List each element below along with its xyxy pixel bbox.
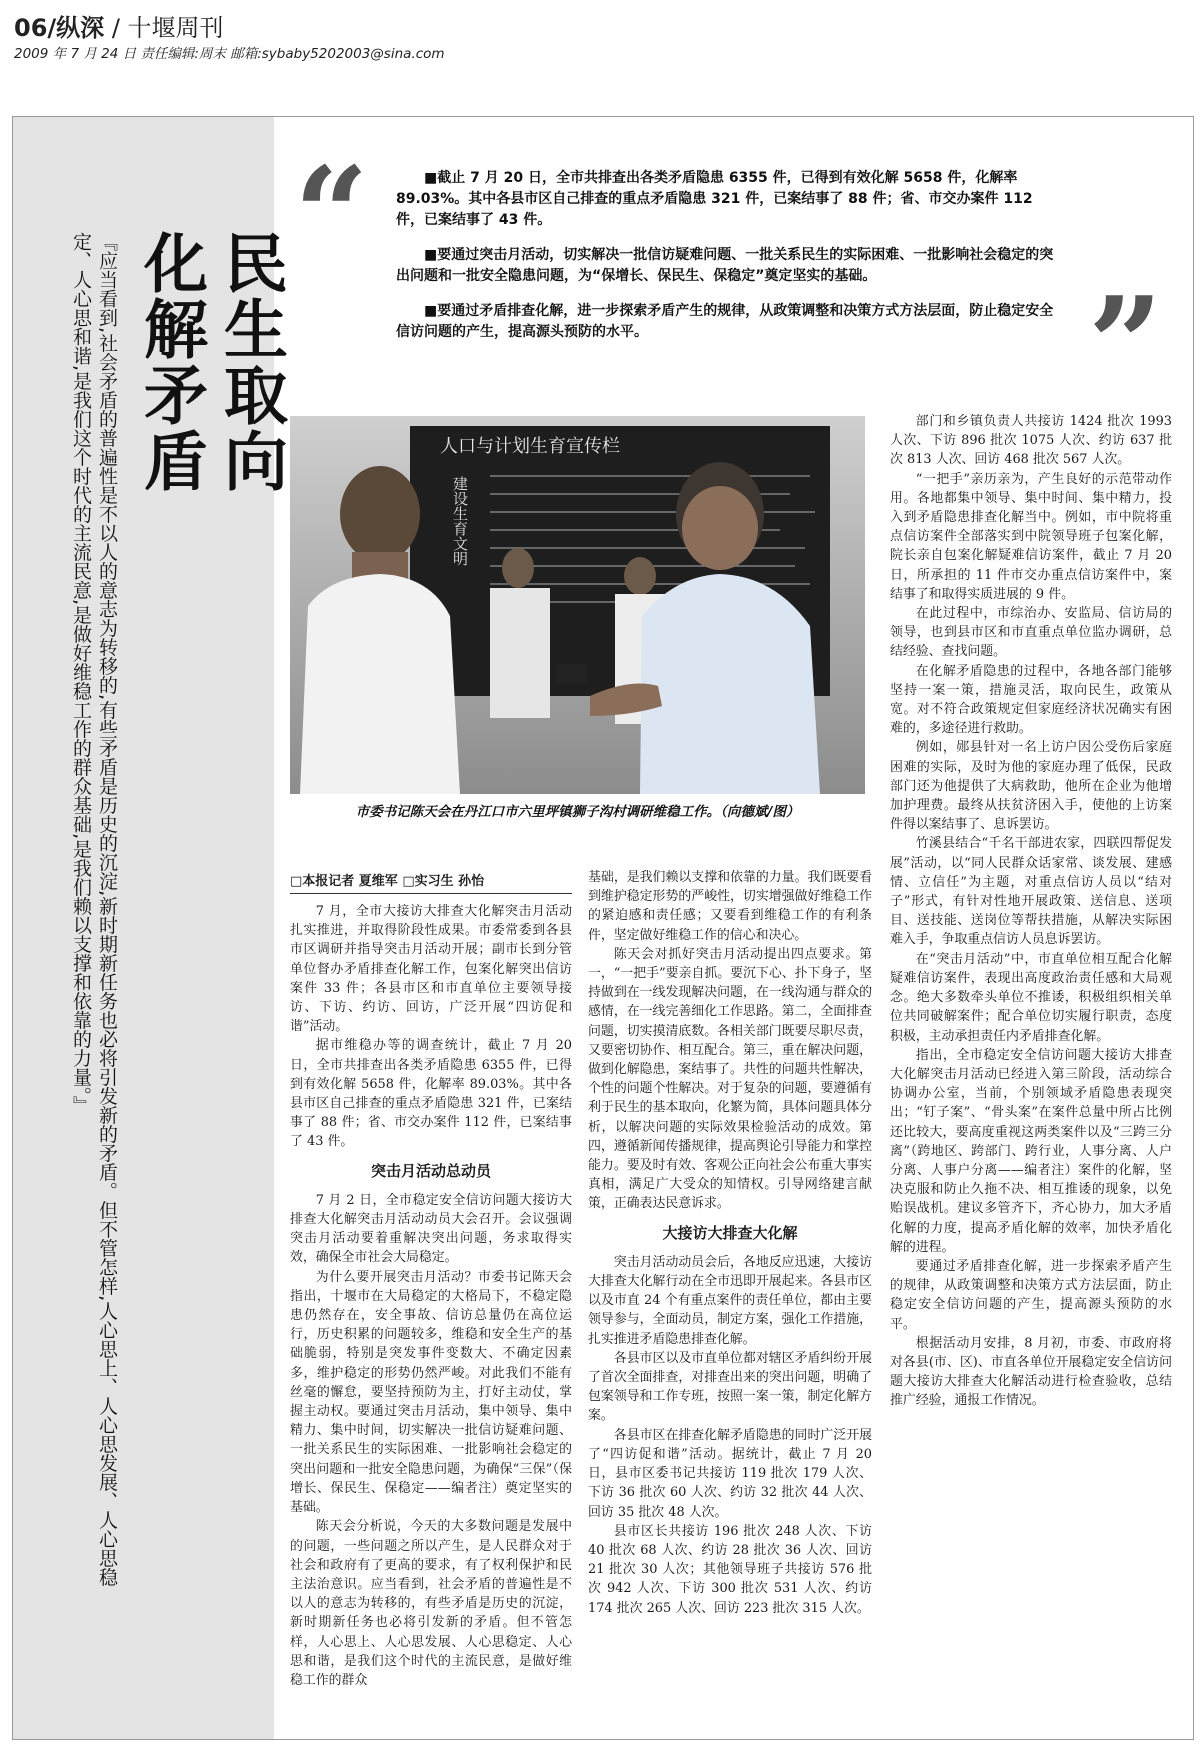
paragraph: 7 月 2 日，全市稳定安全信访问题大接访大排查大化解突击月活动动员大会召开。会议强调突击月活动要着重解决突出问题，务求取得实效，确保全市社会大局稳定。: [290, 1192, 572, 1266]
page-header: [14, 8, 224, 43]
photo-illustration: [290, 416, 865, 794]
paragraph: 要通过矛盾排查化解，进一步探索矛盾产生的规律，从政策调整和决策方式方法层面，防止稳定安全信访问题的产生，提高源头预防的水平。: [890, 1258, 1172, 1332]
board-side-text: 建设生育文明: [451, 476, 469, 566]
header-slash: /: [111, 14, 120, 42]
paragraph: 7 月，全市大接访大排查大化解突击月活动扎实推进，并取得阶段性成果。市委常委到各县市区调研并指导突击月活动开展；副市长到分管单位督办矛盾排查化解工作，包案化解突出信访案件 33 件；各县市区和市直单位主要领导接访、下访、约访、回访，广泛开展“四访促和谐”活动。: [290, 904, 572, 1035]
paragraph: 基础，是我们赖以支撑和依靠的力量。我们既要看到维护稳定形势的严峻性，切实增强做好维稳工作的紧迫感和责任感；又要看到维稳工作的有利条件，坚定做好维稳工作的信心和决心。: [588, 870, 872, 943]
page-number: 06/: [14, 14, 57, 42]
paragraph: 根据活动月安排，8 月初，市委、市政府将对各县(市、区)、市直各单位开展稳定安全信访问题大接访大排查大化解活动进行检查验收，总结推广经验，通报工作情况。: [890, 1335, 1172, 1409]
pull-quote: 『应当看到,社会矛盾的普遍性是不以人的意志为转移的,有些矛盾是历史的沉淀,新时期新任务也必将引发新的矛盾。但不管怎样,人心思上、人心思发展、人心思稳定、人心思和谐,是我们这个时代的主流民意,是做好维稳工作的群众基础,是我们赖以支撑和依靠的力量。』: [70, 232, 118, 1587]
paragraph: 在“突击月活动”中，市直单位相互配合化解疑难信访案件，表现出高度政治责任感和大局观念。绝大多数牵头单位不推诿，积极组织相关单位共同破解案件；配合单位切实履行职责，态度积极，主动承担责任内矛盾排查化解。: [890, 951, 1172, 1044]
paragraph: 在化解矛盾隐患的过程中，各地各部门能够坚持一案一策，措施灵活，取向民生，政策从宽。对不符合政策规定但家庭经济状况确实有困难的，多途径进行救助。: [890, 663, 1172, 737]
paragraph: 部门和乡镇负责人共接访 1424 批次 1993 人次、下访 896 批次 1075 人次、约访 637 批次 813 人次、回访 468 批次 567 人次。: [890, 414, 1172, 468]
summary-box: [396, 168, 1056, 357]
byline: □本报记者 夏维军 □实习生 孙怡: [290, 870, 572, 894]
article-column-1: [290, 902, 572, 1722]
section-heading: 大接访大排查大化解: [662, 1223, 798, 1242]
summary-item: ■要通过矛盾排查化解，进一步探索矛盾产生的规律，从政策调整和决策方式方法层面，防止稳定安全信访问题的产生，提高源头预防的水平。: [396, 303, 1054, 340]
paragraph: 例如，郧县针对一名上访户因公受伤后家庭困难的实际，及时为他的家庭办理了低保，民政部门还为他提供了大病救助，他所在企业为他增加护理费。最终从扶贫济困入手，使他的上访案件得以案结事了、息诉罢访。: [890, 740, 1172, 833]
paragraph: 突击月活动动员会后，各地反应迅速，大接访大排查大化解行动在全市迅即开展起来。各县市区以及市直 24 个有重点案件的责任单位，都由主要领导参与，全面动员，制定方案，强化工作措施，扎实推进矛盾隐患排查化解。: [588, 1254, 872, 1347]
paragraph: 各县市区在排查化解矛盾隐患的同时广泛开展了“四访促和谐”活动。据统计，截止 7 月 20 日，县市区委书记共接访 119 批次 179 人次、下访 36 批次 60 人次、约访 32 批次 44 人次、回访 35 批次 48 人次。: [588, 1427, 872, 1520]
summary-item: ■要通过突击月活动，切实解决一批信访疑难问题、一批关系民生的实际困难、一批影响社会稳定的突出问题和一批安全隐患问题，为“保增长、保民生、保稳定”奠定坚实的基础。: [396, 247, 1054, 284]
close-quote-mark: ”: [1088, 268, 1163, 421]
paragraph: 指出，全市稳定安全信访问题大接访大排查大化解突击月活动已经进入第三阶段，活动综合协调办公室，当前，个别领域矛盾隐患表现突出；“钉子案”、“骨头案”在案件总量中所占比例还比较大，要高度重视这两类案件以及“三跨三分离”（跨地区、跨部门、跨行业，人事分离、人户分离、人事户分离——编者注）案件的化解，坚决克服和防止久拖不决、相互推诿的现象，以免贻误战机。建议多管齐下，齐心协力，加大矛盾化解的力度，提高矛盾化解的效率，加快矛盾化解的进程。: [890, 1047, 1172, 1255]
news-photo: [290, 416, 865, 794]
paragraph: 县市区长共接访 196 批次 248 人次、下访 40 批次 68 人次、约访 28 批次 36 人次、回访 21 批次 30 人次；其他领导班子共接访 576 批次 942 人次、下访 300 批次 531 人次、约访 174 批次 265 人次、回访 223 批次 315 人次。: [588, 1523, 872, 1616]
headline-line-1: 民生取向: [213, 230, 287, 494]
article-column-2: [588, 868, 872, 1722]
open-quote-mark: “: [294, 138, 369, 291]
photo-caption: 市委书记陈天会在丹江口市六里坪镇狮子沟村调研维稳工作。（向德斌/图）: [355, 804, 800, 820]
dateline: 2009 年 7 月 24 日 责任编辑:周末 邮箱:sybaby5202003@sina.com: [14, 46, 445, 62]
section-heading: 突击月活动总动员: [370, 1161, 491, 1180]
paragraph: 在此过程中，市综治办、安监局、信访局的领导，也到县市区和市直重点单位监办调研，总结经验、查找问题。: [890, 606, 1172, 660]
headline: [130, 230, 290, 494]
paper-name: 十堰周刊: [127, 14, 224, 42]
paragraph: 据市维稳办等的调查统计，截止 7 月 20 日，全市共排查出各类矛盾隐患 6355 件，已得到有效化解 5658 件，化解率 89.03%。其中各县市区自己排查的重点矛盾隐患 321 件，已案结事了 88 件；省、市交办案件 112 件，已案结事了 43 件。: [290, 1038, 572, 1150]
headline-line-2: 化解矛盾: [133, 230, 207, 494]
paragraph: 为什么要开展突击月活动？市委书记陈天会指出，十堰市在大局稳定的大格局下，不稳定隐患仍然存在，安全事故、信访总量仍在高位运行，历史积累的问题较多，维稳和安全生产的基础脆弱，特别是突发事件变数大、不确定因素多，维护稳定的形势仍然严峻。对此我们不能有丝毫的懈怠，要坚持预防为主，打好主动仗，掌握主动权。要通过突击月活动，集中领导、集中精力、集中时间，切实解决一批信访疑难问题、一批关系民生的实际困难、一批影响社会稳定的突出问题和一批安全隐患问题，为确保“三保”（保增长、保民生、保稳定——编者注）奠定坚实的基础。: [290, 1269, 572, 1516]
paragraph: “一把手”亲历亲为，产生良好的示范带动作用。各地都集中领导、集中时间、集中精力，投入到矛盾隐患排查化解当中。例如，市中院将重点信访案件全部落实到中院领导班子包案化解，院长亲自包案化解疑难信访案件，截止 7 月 20 日，所承担的 11 件市交办重点信访案件中，案结事了和取得实质进展的 9 件。: [890, 471, 1172, 602]
board-title: 人口与计划生育宣传栏: [440, 436, 620, 457]
paragraph: 陈天会对抓好突击月活动提出四点要求。第一，“一把手”要亲自抓。要沉下心、扑下身子，坚持做到在一线发现解决问题，在一线沟通与群众的感情，在一线完善细化工作思路。第二，全面排查问题，切实摸清底数。各相关部门既要尽职尽责，又要密切协作、相互配合。第三，重在解决问题，做到化解隐患，案结事了。共性的问题共性解决，个性的问题个性解决。对于复杂的问题，要遵循有利于民生的基本取向，化繁为简，具体问题具体分析，以解决问题的实际效果检验活动的成效。第四，遵循新闻传播规律，提高舆论引导能力和掌控能力。要及时有效、客观公正向社会公布重大事实真相，满足广大受众的知情权。引导网络建言献策，正确表达民意诉求。: [588, 946, 872, 1212]
summary-item: ■截止 7 月 20 日，全市共排查出各类矛盾隐患 6355 件，已得到有效化解 5658 件，化解率 89.03%。其中各县市区自己排查的重点矛盾隐患 321 件，已案结事了 88 件；省、市交办案件 112 件，已案结事了 43 件。: [396, 170, 1033, 228]
article-column-3: [890, 412, 1172, 1722]
paragraph: 陈天会分析说，今天的大多数问题是发展中的问题，一些问题之所以产生，是人民群众对于社会和政府有了更高的要求，有了权利保护和民主法治意识。应当看到，社会矛盾的普遍性是不以人的意志为转移的，有些矛盾是历史的沉淀，新时期新任务也必将引发新的矛盾。但不管怎样，人心思上、人心思发展、人心思稳定、人心思和谐，是我们这个时代的主流民意，是做好维稳工作的群众: [290, 1519, 572, 1688]
paragraph: 各县市区以及市直单位都对辖区矛盾纠纷开展了首次全面排查，对排查出来的突出问题，明确了包案领导和工作专班，按照一案一策，制定化解方案。: [588, 1350, 872, 1424]
paragraph: 竹溪县结合“千名干部进农家，四联四帮促发展”活动，以“同人民群众话家常、谈发展、建感情、立信任”为主题，对重点信访人员以“结对子”形式，有针对性地开展政策、送信息、送项目、送技能、送岗位等帮扶措施，从解决实际困难入手，争取重点信访人员息诉罢访。: [890, 836, 1172, 948]
section-name: 纵深: [56, 14, 105, 42]
